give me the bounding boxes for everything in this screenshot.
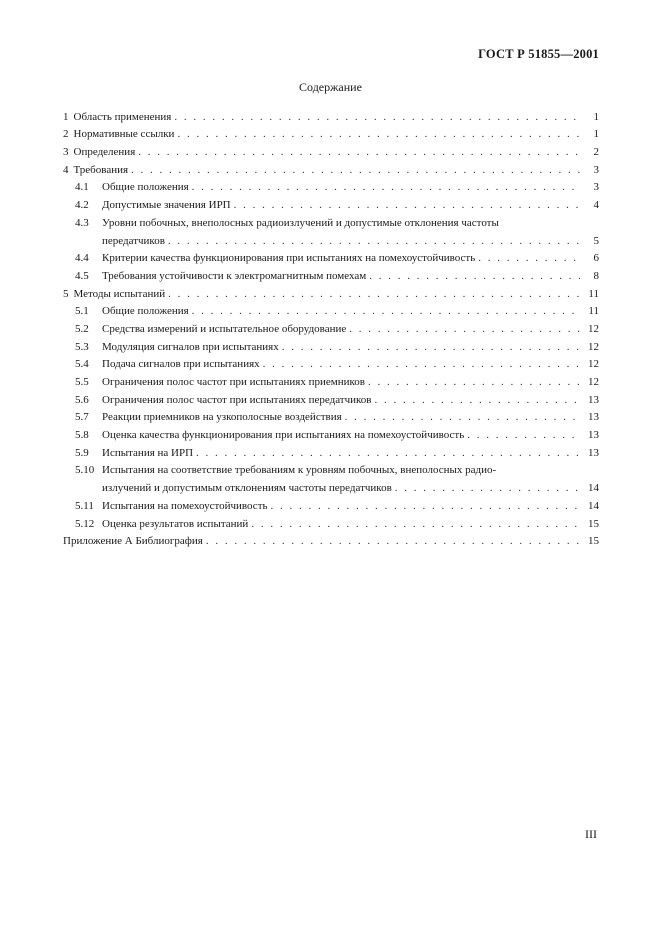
toc-entry-label: Ограничения полос частот при испытаниях приемников (102, 376, 365, 388)
toc-entry-page: 3 (593, 181, 599, 194)
toc-entry-label: Методы испытаний (73, 287, 166, 300)
toc-entry-number: 4.5 (75, 269, 89, 282)
toc-entry-label: Критерии качества функционирования при испытаниях на помехоустойчивость (102, 252, 476, 265)
toc-entry-page: 15 (588, 535, 599, 548)
toc-entry-page: 3 (593, 163, 599, 176)
toc-entry-page: 13 (588, 393, 599, 406)
toc-entry-label: Допустимые значения ИРП (102, 199, 231, 212)
toc-leader-dots (138, 146, 580, 158)
toc-entry-page: 14 (588, 499, 599, 512)
toc-entry-label: Уровни побочных, внеполосных радиоизлучений и допустимые отклонения частоты (102, 216, 499, 229)
toc-entry[interactable] (63, 317, 599, 335)
toc-entry-label: Испытания на помехоустойчивость (102, 499, 268, 512)
toc-leader-dots (282, 341, 580, 353)
toc-entry-label: Испытания на соответствие требованиям к уровням побочных, внеполосных радио- (102, 464, 497, 477)
toc-leader-dots (263, 358, 580, 370)
toc-entry-page: 4 (593, 199, 599, 212)
document-code: ГОСТ Р 51855—2001 (478, 47, 599, 61)
toc-leader-dots (174, 111, 580, 123)
toc-entry-page: 11 (588, 305, 599, 318)
toc-entry-number: 5.9 (75, 446, 89, 459)
toc-entry-label: Испытания на ИРП (102, 446, 194, 459)
toc-entry-label-continued: излучений и допустимым отклонениям частоты передатчиков (102, 482, 392, 495)
toc-entry-page: 1 (593, 128, 599, 141)
toc-entry[interactable] (63, 494, 599, 512)
toc-leader-dots (192, 181, 580, 193)
toc-title: Содержание (299, 80, 362, 94)
toc-entry-page: 12 (588, 358, 599, 371)
toc-entry[interactable] (63, 123, 599, 141)
toc-entry-number: 5.8 (75, 429, 89, 442)
toc-entry-number: 5.4 (75, 358, 89, 371)
toc-entry-number: 4.2 (75, 199, 89, 212)
toc-leader-dots (168, 235, 580, 247)
toc-leader-dots (478, 252, 580, 264)
toc-entry-label: Ограничения полос частот при испытаниях передатчиков (102, 393, 372, 406)
toc-entry[interactable] (63, 406, 599, 424)
toc-entry-number: 5.10 (75, 464, 95, 477)
toc-entry[interactable] (63, 370, 599, 388)
toc-leader-dots (349, 323, 580, 335)
toc-entry-page: 12 (588, 376, 599, 388)
toc-entry-page: 5 (593, 234, 599, 247)
toc-entry-number: 5.5 (75, 376, 89, 388)
toc-entry-label: Общие положения (102, 305, 189, 318)
toc-entry-label: Нормативные ссылки (73, 128, 175, 141)
toc-entry-page: 11 (588, 287, 599, 300)
toc-entry[interactable] (63, 530, 599, 548)
toc-entry[interactable] (63, 423, 599, 441)
toc-leader-dots (177, 128, 580, 140)
toc-entry[interactable] (63, 264, 599, 282)
toc-entry[interactable] (63, 176, 599, 194)
toc-entry-number: 5 (63, 287, 69, 300)
toc-leader-dots (271, 500, 580, 512)
toc-entry[interactable] (63, 512, 599, 530)
toc-entry-number: 4 (63, 163, 69, 176)
toc-entry[interactable] (63, 140, 599, 158)
toc-entry-line1[interactable] (63, 211, 599, 229)
toc-entry[interactable] (63, 282, 599, 300)
toc-entry-page: 6 (593, 252, 599, 265)
toc-entry[interactable] (63, 353, 599, 371)
toc-entry[interactable] (63, 247, 599, 265)
toc-entry-label: Определения (73, 146, 136, 159)
toc-leader-dots (368, 376, 580, 388)
toc-leader-dots (131, 164, 580, 176)
toc-entry[interactable] (63, 441, 599, 459)
toc-entry-number: 5.7 (75, 411, 89, 424)
toc-entry-number: 5.11 (75, 499, 94, 512)
toc-leader-dots (234, 199, 580, 211)
toc-entry[interactable] (63, 335, 599, 353)
toc-entry-label-continued: передатчиков (102, 234, 165, 247)
toc-entry-number: 5.6 (75, 393, 89, 406)
toc-entry-label: Подача сигналов при испытаниях (102, 358, 260, 371)
toc-entry-label: Модуляция сигналов при испытаниях (102, 340, 279, 353)
toc-entry-number: 4.1 (75, 181, 89, 194)
toc-entry-page: 14 (588, 482, 599, 495)
toc-entry-number: 3 (63, 146, 69, 159)
toc-entry-page: 15 (588, 517, 599, 530)
toc-leader-dots (375, 394, 581, 406)
toc-entry-number: 2 (63, 128, 69, 141)
toc-entry-number: 1 (63, 110, 69, 123)
toc-leader-dots (196, 447, 580, 459)
toc-entry-number: 5.1 (75, 305, 89, 318)
toc-entry-number: 5.2 (75, 322, 89, 335)
toc-leader-dots (467, 429, 580, 441)
toc-entry-label: Область применения (73, 110, 172, 123)
toc-entry-page: 2 (593, 146, 599, 159)
toc-leader-dots (345, 411, 580, 423)
toc-entry[interactable] (63, 193, 599, 211)
toc-entry-page: 13 (588, 429, 599, 442)
toc-entry[interactable] (63, 300, 599, 318)
toc-entry[interactable] (63, 158, 599, 176)
toc-entry-line2[interactable] (63, 476, 599, 494)
toc-leader-dots (192, 305, 580, 317)
toc-entry-label: Требования устойчивости к электромагнитным помехам (102, 269, 367, 282)
toc-entry-page: 13 (588, 411, 599, 424)
toc-entry-page: 1 (593, 110, 599, 123)
toc-entry-number: 5.3 (75, 340, 89, 353)
toc-entry[interactable] (63, 105, 599, 123)
toc-leader-dots (206, 535, 580, 547)
toc-entry[interactable] (63, 388, 599, 406)
toc-entry-label: Оценка результатов испытаний (102, 517, 249, 530)
toc-entry-page: 12 (588, 322, 599, 335)
page-number: III (585, 827, 597, 841)
toc-entry-label: Общие положения (102, 181, 189, 194)
toc-leader-dots (369, 270, 580, 282)
toc-entry-line2[interactable] (63, 229, 599, 247)
toc-entry-label: Требования (73, 163, 129, 176)
toc-entry-page: 8 (593, 269, 599, 282)
toc-entry-label: Приложение А Библиография (63, 535, 203, 548)
toc-entry-number: 5.12 (75, 517, 95, 530)
toc-leader-dots (168, 288, 580, 300)
toc-entry-label: Оценка качества функционирования при испытаниях на помехоустойчивость (102, 429, 465, 442)
toc-entry-page: 13 (588, 446, 599, 459)
toc-leader-dots (395, 482, 580, 494)
toc-entry-label: Средства измерений и испытательное оборудование (102, 322, 347, 335)
toc-entry-number: 4.3 (75, 216, 89, 229)
toc-entry-page: 12 (588, 340, 599, 353)
table-of-contents (63, 105, 599, 547)
toc-entry-line1[interactable] (63, 459, 599, 477)
toc-entry-label: Реакции приемников на узкополосные воздействия (102, 411, 342, 424)
toc-entry-number: 4.4 (75, 252, 89, 265)
toc-leader-dots (251, 518, 580, 530)
